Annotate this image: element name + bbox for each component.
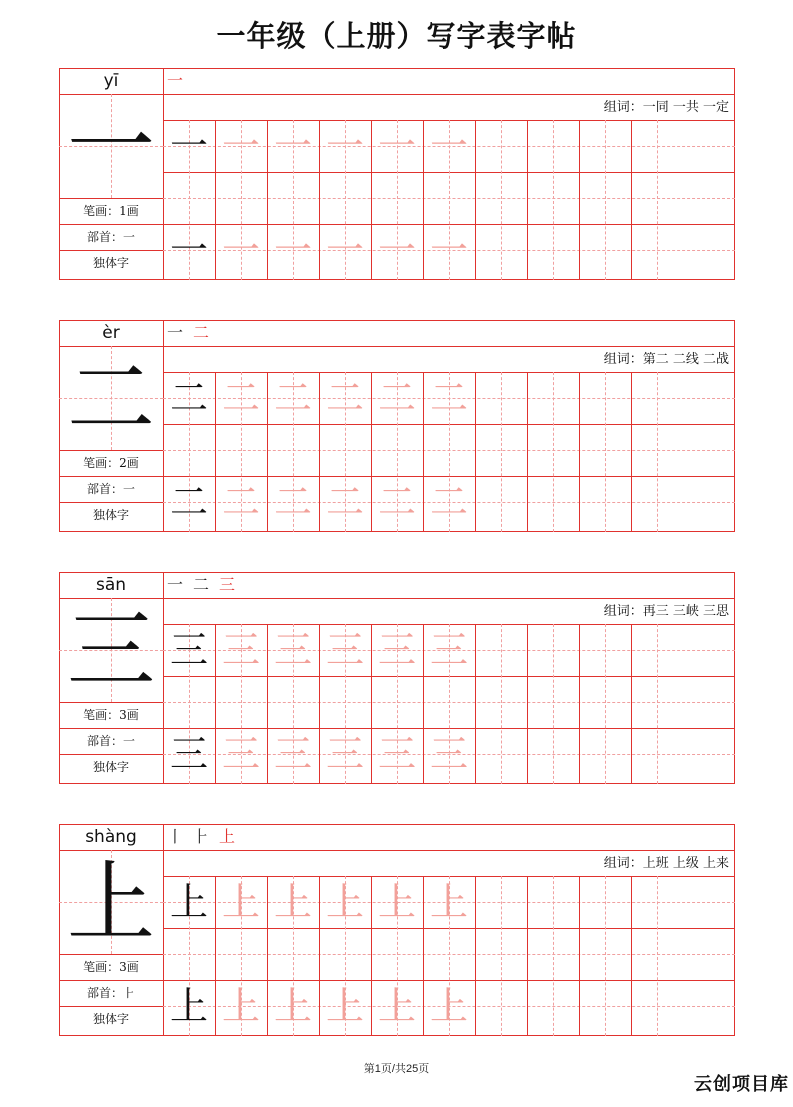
practice-trace-char: 一: [377, 124, 416, 168]
grid-cell-rule: [475, 372, 476, 532]
practice-trace-char: 一: [221, 228, 260, 272]
practice-trace-char: 一: [325, 124, 364, 168]
grid-cell-guide: [605, 120, 606, 280]
practice-trace-char: 上: [325, 984, 364, 1028]
radical-label: 部首：⺊: [86, 986, 135, 1000]
grid-cell-rule: [631, 120, 632, 280]
page-title: 一年级（上册）写字表字帖: [216, 19, 577, 53]
practice-model-char: 三: [169, 732, 208, 776]
grid-cell-guide: [657, 120, 658, 280]
pinyin-label: èr: [102, 323, 120, 343]
grid-cell-guide: [553, 876, 554, 1036]
pinyin-label: shàng: [85, 827, 137, 847]
page-indicator: 第1页/共25页: [363, 1063, 430, 1075]
grid-cell-rule: [475, 876, 476, 1036]
stroke-order-step: 一: [167, 323, 184, 342]
practice-trace-char: 三: [377, 732, 416, 776]
word-examples: 组词：第二 二线 二战: [603, 352, 729, 367]
radical-label: 部首：一: [86, 734, 135, 748]
structure-label: 独体字: [92, 508, 129, 522]
grid-cell-rule: [631, 372, 632, 532]
stroke-order: [167, 825, 235, 849]
practice-trace-char: 三: [377, 628, 416, 672]
brand-logo: 云创项目库: [694, 1074, 789, 1095]
stroke-count-label: 笔画：1画: [83, 204, 139, 218]
practice-trace-char: 上: [273, 880, 312, 924]
grid-cell-guide: [553, 372, 554, 532]
stroke-order: [167, 573, 235, 597]
grid-cell-guide: [553, 120, 554, 280]
practice-trace-char: 二: [325, 480, 364, 524]
grid-cell-guide: [605, 624, 606, 784]
practice-trace-char: 一: [273, 124, 312, 168]
practice-trace-char: 上: [221, 984, 260, 1028]
grid-cell-guide: [501, 876, 502, 1036]
practice-trace-char: 三: [429, 732, 468, 776]
practice-trace-char: 三: [325, 732, 364, 776]
structure-label: 独体字: [92, 760, 129, 774]
practice-trace-char: 二: [429, 376, 468, 420]
practice-model-char: 二: [169, 376, 208, 420]
grid-cell-rule: [527, 876, 528, 1036]
practice-trace-char: 二: [325, 376, 364, 420]
model-character: 一: [66, 95, 155, 198]
word-examples: 组词：上班 上级 上来: [603, 856, 729, 871]
practice-trace-char: 一: [429, 228, 468, 272]
practice-trace-char: 一: [377, 228, 416, 272]
model-character: 上: [66, 851, 155, 954]
grid-cell-rule: [579, 120, 580, 280]
radical-label: 部首：一: [86, 230, 135, 244]
practice-trace-char: 上: [429, 984, 468, 1028]
practice-trace-char: 上: [429, 880, 468, 924]
pinyin-label: yī: [103, 71, 119, 91]
stroke-order-step: 上: [219, 827, 236, 846]
structure-label: 独体字: [92, 256, 129, 270]
practice-trace-char: 上: [377, 880, 416, 924]
practice-trace-char: 上: [377, 984, 416, 1028]
grid-cell-rule: [475, 624, 476, 784]
stroke-order-step: 二: [193, 323, 210, 342]
grid-cell-guide: [605, 372, 606, 532]
practice-trace-char: 上: [273, 984, 312, 1028]
practice-trace-char: 三: [325, 628, 364, 672]
practice-model-char: 二: [169, 480, 208, 524]
practice-trace-char: 二: [221, 480, 260, 524]
practice-trace-char: 一: [221, 124, 260, 168]
practice-trace-char: 一: [273, 228, 312, 272]
practice-model-char: 一: [169, 124, 208, 168]
stroke-order-step: 二: [193, 575, 210, 594]
practice-model-char: 三: [169, 628, 208, 672]
grid-cell-rule: [475, 120, 476, 280]
character-block: [59, 68, 735, 280]
word-examples: 组词：一同 一共 一定: [603, 100, 729, 115]
grid-cell-rule: [631, 876, 632, 1036]
practice-trace-char: 三: [273, 732, 312, 776]
stroke-order-step: 三: [219, 575, 236, 594]
practice-trace-char: 二: [273, 480, 312, 524]
practice-trace-char: 二: [377, 480, 416, 524]
practice-trace-char: 一: [429, 124, 468, 168]
stroke-count-label: 笔画：3画: [83, 708, 139, 722]
grid-cell-guide: [501, 372, 502, 532]
grid-cell-rule: [579, 372, 580, 532]
character-block: [59, 320, 735, 532]
grid-cell-guide: [553, 624, 554, 784]
grid-cell-guide: [501, 120, 502, 280]
stroke-order-step: 一: [167, 575, 184, 594]
practice-trace-char: 一: [325, 228, 364, 272]
grid-cell-guide: [605, 876, 606, 1036]
model-character: 三: [66, 599, 155, 702]
stroke-order-step: 一: [167, 71, 184, 90]
grid-cell-rule: [527, 624, 528, 784]
practice-trace-char: 二: [429, 480, 468, 524]
grid-cell-rule: [579, 624, 580, 784]
practice-model-char: 一: [169, 228, 208, 272]
grid-cell-rule: [527, 120, 528, 280]
grid-cell-guide: [657, 876, 658, 1036]
practice-model-char: 上: [169, 880, 208, 924]
stroke-order: [167, 69, 183, 93]
radical-label: 部首：一: [86, 482, 135, 496]
stroke-count-label: 笔画：2画: [83, 456, 139, 470]
practice-trace-char: 三: [221, 628, 260, 672]
stroke-order: [167, 321, 209, 345]
practice-trace-char: 三: [221, 732, 260, 776]
grid-cell-rule: [631, 624, 632, 784]
practice-trace-char: 上: [325, 880, 364, 924]
practice-trace-char: 三: [429, 628, 468, 672]
grid-cell-rule: [527, 372, 528, 532]
practice-trace-char: 二: [377, 376, 416, 420]
pinyin-label: sān: [95, 575, 127, 595]
stroke-order-step: 丨: [167, 827, 184, 846]
grid-cell-rule: [579, 876, 580, 1036]
grid-cell-guide: [657, 372, 658, 532]
practice-trace-char: 二: [273, 376, 312, 420]
grid-cell-guide: [501, 624, 502, 784]
practice-trace-char: 二: [221, 376, 260, 420]
practice-trace-char: 上: [221, 880, 260, 924]
character-block: [59, 572, 735, 784]
practice-trace-char: 三: [273, 628, 312, 672]
grid-cell-guide: [657, 624, 658, 784]
word-examples: 组词：再三 三峡 三思: [603, 604, 729, 619]
practice-model-char: 上: [169, 984, 208, 1028]
structure-label: 独体字: [92, 1012, 129, 1026]
character-block: [59, 824, 735, 1036]
stroke-count-label: 笔画：3画: [83, 960, 139, 974]
model-character: 二: [66, 347, 155, 450]
stroke-order-step: ⺊: [193, 827, 210, 846]
